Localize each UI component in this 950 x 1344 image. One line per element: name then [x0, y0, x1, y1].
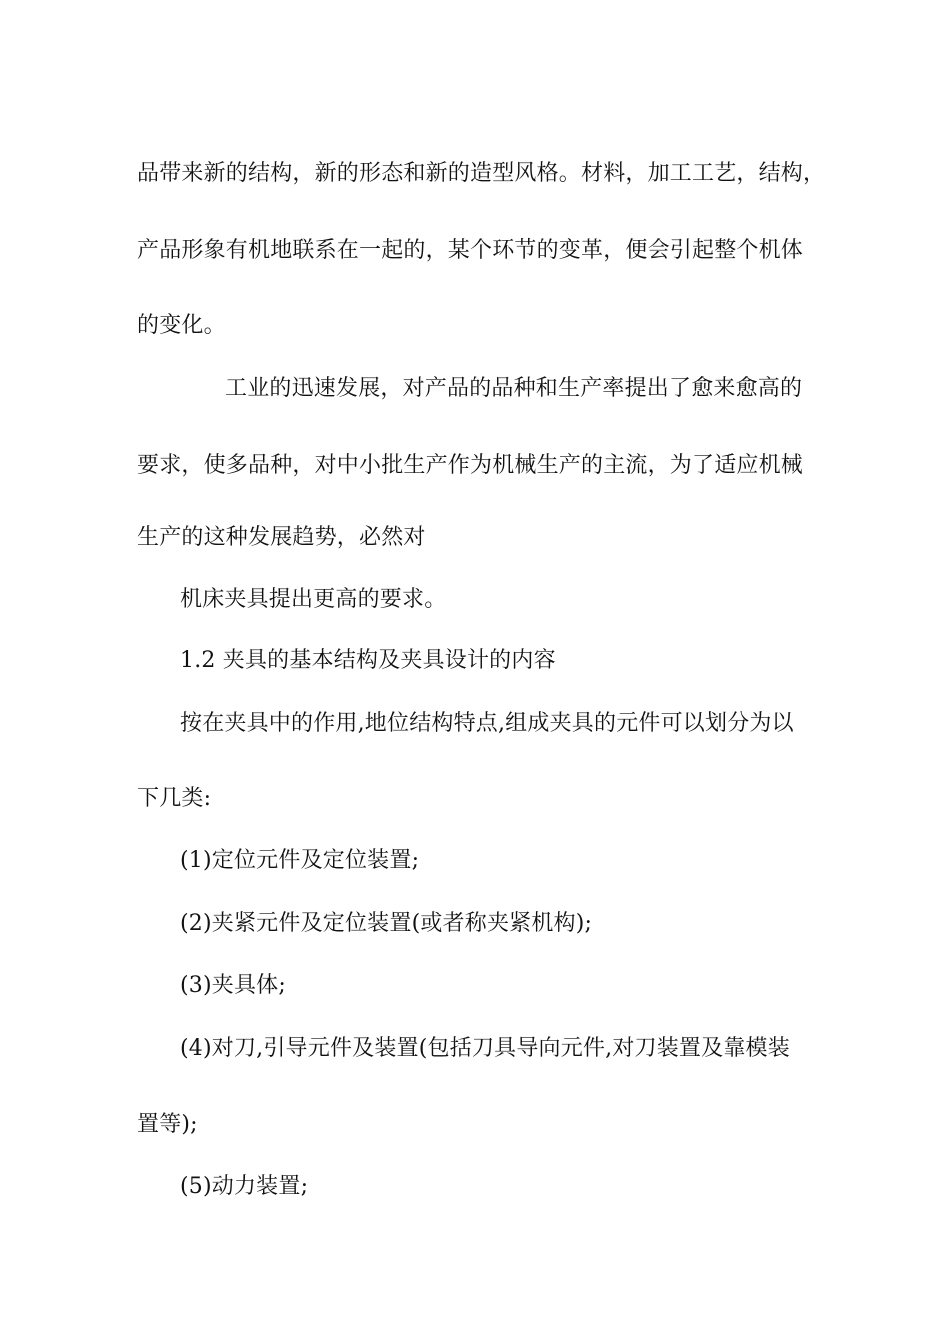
list-item-3: (3)夹具体; — [180, 973, 286, 998]
paragraph-line-4: 工业的迅速发展，对产品的品种和生产率提出了愈来愈高的 — [225, 376, 803, 401]
paragraph-line-1: 品带来新的结构，新的形态和新的造型风格。材料，加工工艺，结构， — [137, 161, 826, 186]
paragraph-line-8: 按在夹具中的作用,地位结构特点,组成夹具的元件可以划分为以 — [180, 711, 794, 736]
list-item-4: (4)对刀,引导元件及装置(包括刀具导向元件,对刀装置及靠模装 — [180, 1036, 790, 1061]
paragraph-line-6: 生产的这种发展趋势，必然对 — [137, 525, 426, 550]
paragraph-line-9: 下几类: — [137, 786, 212, 811]
list-item-1: (1)定位元件及定位装置; — [180, 848, 420, 873]
paragraph-line-7: 机床夹具提出更高的要求。 — [180, 587, 447, 612]
list-item-4-continued: 置等); — [137, 1112, 198, 1137]
paragraph-line-3: 的变化。 — [137, 313, 226, 338]
list-item-2: (2)夹紧元件及定位装置(或者称夹紧机构); — [180, 911, 593, 936]
paragraph-line-2: 产品形象有机地联系在一起的，某个环节的变革，便会引起整个机体 — [137, 238, 804, 263]
list-item-5: (5)动力装置; — [180, 1174, 309, 1199]
section-heading: 1.2 夹具的基本结构及夹具设计的内容 — [180, 648, 556, 673]
paragraph-line-5: 要求，使多品种，对中小批生产作为机械生产的主流，为了适应机械 — [137, 453, 804, 478]
